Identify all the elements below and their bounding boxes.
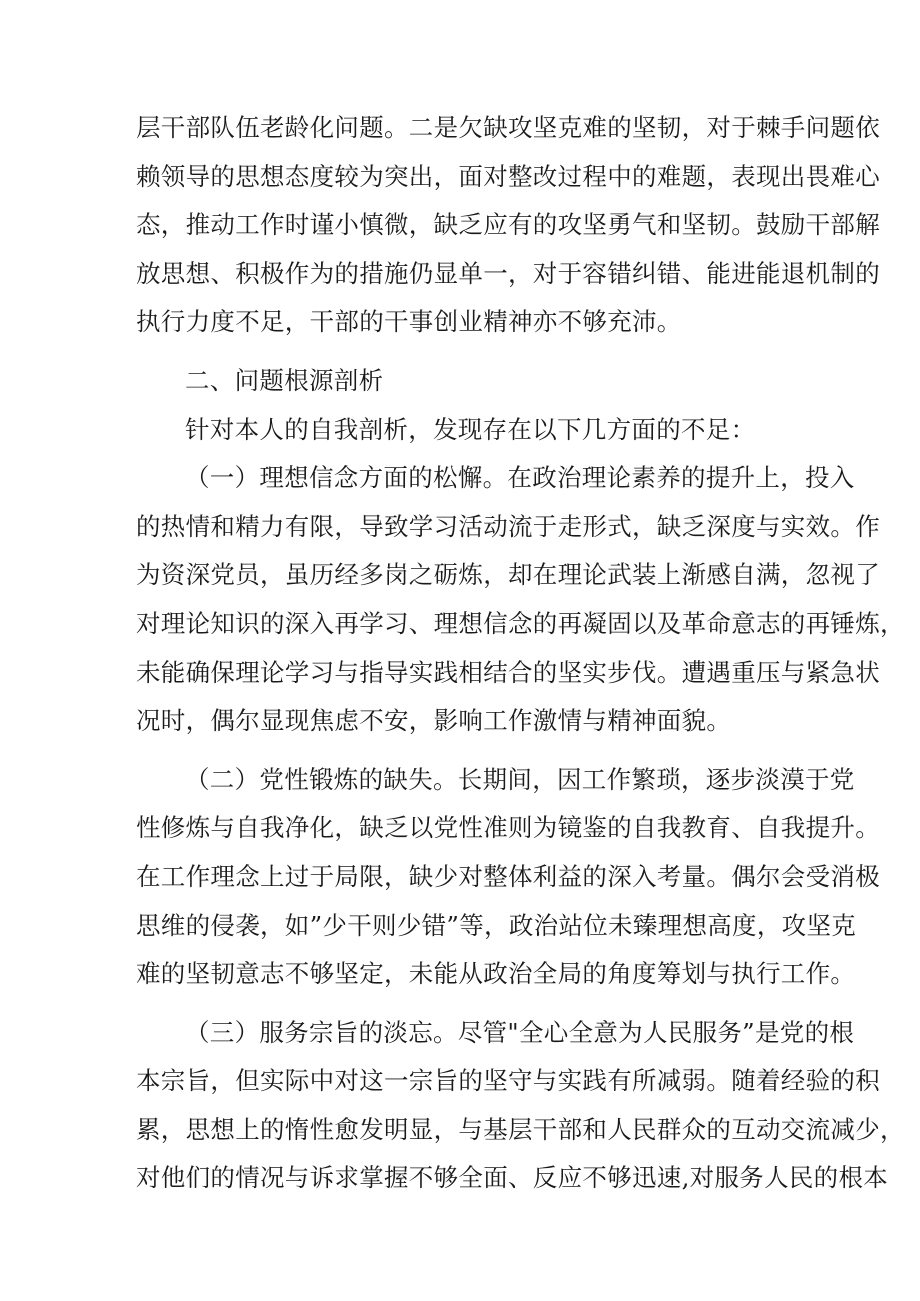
text-line: 对理论知识的深入再学习、理想信念的再凝固以及革命意志的再锤炼，	[136, 608, 905, 638]
text-line: 对他们的情况与诉求掌握不够全面、反应不够迅速,对服务人民的根本	[136, 1163, 889, 1193]
text-line: （二）党性锻炼的缺失。长期间，因工作繁琐，逐步淡漠于党	[185, 764, 855, 794]
text-line: 为资深党员，虽历经多岗之砺炼，却在理论武装上渐感自满，忽视了	[136, 560, 880, 590]
paragraph-spacer	[136, 347, 796, 357]
paragraph-spacer	[136, 999, 796, 1009]
text-line: 层干部队伍老龄化问题。二是欠缺攻坚克难的坚韧，对于棘手问题依	[136, 113, 880, 142]
paragraph	[136, 756, 880, 999]
text-line: 针对本人的自我剖析，发现存在以下几方面的不足：	[185, 414, 756, 444]
text-line: 本宗旨，但实际中对这一宗旨的坚守与实践有所减弱。随着经验的积	[136, 1066, 880, 1096]
text-line: 赖领导的思想态度较为突出，面对整改过程中的难题，表现出畏难心	[136, 161, 880, 191]
text-line: （一）理想信念方面的松懈。在政治理论素养的提升上，投入	[185, 463, 855, 493]
text-line: 在工作理念上过于局限，缺少对整体利益的深入考量。偶尔会受消极	[136, 861, 880, 891]
text-line: 性修炼与自我净化，缺乏以党性准则为镜鉴的自我教育、自我提升。	[136, 813, 880, 843]
text-line: 思维的侵袭，如”少干则少错”等，政治站位未臻理想高度，攻坚克	[136, 910, 857, 940]
text-line: 放思想、积极作为的措施仍显单一，对于容错纠错、能进能退机制的	[136, 258, 880, 288]
text-line: 执行力度不足，干部的干事创业精神亦不够充沛。	[136, 307, 682, 337]
paragraph-spacer	[136, 746, 796, 756]
paragraph	[136, 104, 880, 347]
paragraph	[136, 406, 796, 455]
section-heading	[136, 357, 796, 406]
text-line: 难的坚韧意志不够坚定，未能从政治全局的角度筹划与执行工作。	[136, 959, 856, 989]
text-line: 的热情和精力有限，导致学习活动流于走形式，缺乏深度与实效。作	[136, 511, 880, 541]
text-line: 未能确保理论学习与指导实践相结合的坚实步伐。遭遇重压与紧急状	[136, 657, 880, 687]
paragraph	[136, 454, 905, 746]
text-line: 态，推动工作时谨小慎微，缺乏应有的攻坚勇气和坚韧。鼓励干部解	[136, 210, 880, 240]
heading-text: 二、问题根源剖析	[185, 365, 384, 395]
text-line: 况时，偶尔显现焦虑不安，影响工作激情与精神面貌。	[136, 706, 732, 736]
paragraph	[136, 1009, 905, 1203]
document-body	[136, 104, 905, 1203]
text-line: 累，思想上的惰性愈发明显，与基层干部和人民群众的互动交流减少，	[136, 1114, 905, 1144]
text-line: （三）服务宗旨的淡忘。尽管"全心全意为人民服务”是党的根	[185, 1017, 855, 1047]
